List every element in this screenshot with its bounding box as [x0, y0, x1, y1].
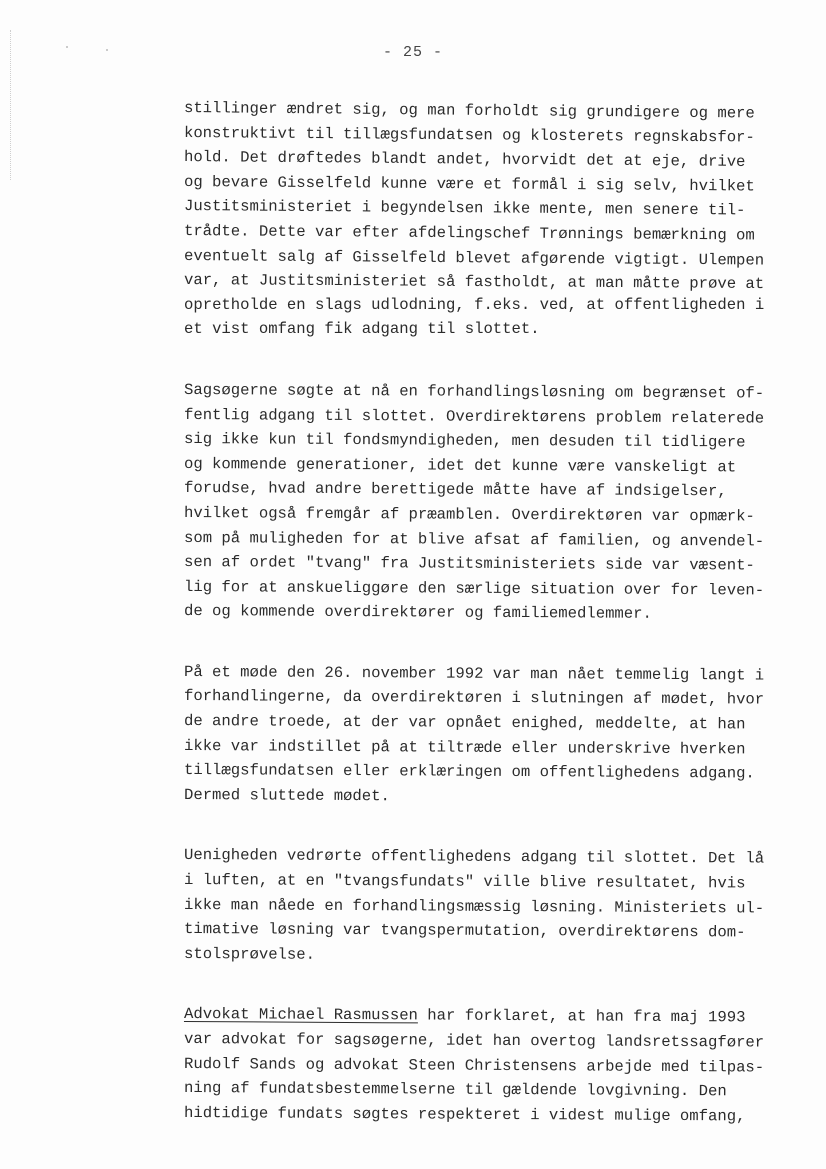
text-line: ikke man nåede en forhandlingsmæssig løsning. Ministeriets ul-	[183, 895, 765, 918]
text-line: eventuelt salg af Gisselfeld blevet afgørende vigtigt. Ulempen	[183, 246, 765, 270]
text-line: og bevare Gisselfeld kunne være et formål i sig selv, hvilket	[183, 172, 755, 196]
document-body	[184, 96, 824, 1161]
paragraph-1	[184, 96, 824, 342]
text-line: de og kommende overdirektører og familiemedlemmer.	[183, 602, 652, 624]
text-line: sen af ordet "tvang" fra Justitsministeriets side var væsent-	[183, 553, 755, 575]
text-line: trådte. Dette var efter afdelingschef Trønnings bemærkning om	[183, 221, 755, 245]
text-line: lig for at anskueliggøre den særlige situation over for leven-	[183, 577, 765, 600]
paragraph-4	[184, 843, 824, 966]
text-line: var, at Justitsministeriet så fastholdt, at man måtte prøve at	[183, 271, 765, 294]
text-line: forudse, hvad andre berettigede måtte have af indsigelser,	[183, 479, 727, 501]
paragraph-3	[184, 660, 824, 808]
text-line: hold. Det drøftedes blandt andet, hvorvidt det at eje, drive	[183, 148, 746, 172]
text-line: tillægsfundatsen eller erklæringen om offentlighedens adgang.	[183, 761, 755, 783]
text-line: Justitsministeriet i begyndelsen ikke mente, men senere til-	[183, 197, 746, 220]
text-line: På et møde den 26. november 1992 var man nået temmelig langt i	[183, 662, 765, 685]
text-line: i luften, at en "tvangsfundats" ville blive resultatet, hvis	[183, 871, 746, 893]
text-line: Sagsøgerne søgte at nå en forhandlingsløsning om begrænset of-	[183, 380, 765, 403]
text-fragment: har forklaret, at han fra maj 1993	[417, 1006, 746, 1027]
page-number: - 25 -	[382, 44, 443, 61]
text-line: forhandlingerne, da overdirektøren i slutningen af mødet, hvor	[183, 687, 765, 710]
text-line: var advokat for sagsøgerne, idet han overtog landsretssagfører	[183, 1030, 765, 1052]
text-line: hvilket også fremgår af præamblen. Overdirektøren var opmærk-	[183, 503, 755, 526]
text-line: og kommende generationer, idet det kunne være vanskeligt at	[183, 454, 737, 477]
text-line: Rudolf Sands og advokat Steen Christensens arbejde med tilpas-	[183, 1054, 765, 1077]
text-line: stillinger ændret sig, og man forholdt sig grundigere og mere	[183, 99, 755, 123]
paragraph-5	[184, 1002, 824, 1125]
text-line: timative løsning var tvangspermutation, overdirektørens dom-	[183, 920, 746, 942]
text-line: fentlig adgang til slottet. Overdirektørens problem relaterede	[183, 405, 765, 428]
text-line: ning af fundatsbestemmelserne til gældende lovgivning. Den	[183, 1079, 727, 1101]
text-line: de andre troede, at der var opnået enighed, meddelte, at han	[183, 712, 746, 734]
witness-name: Advokat Michael Rasmussen	[183, 1005, 419, 1025]
text-line: hidtidige fundats søgtes respekteret i videst mulige omfang,	[183, 1103, 746, 1126]
text-line: stolsprøvelse.	[183, 944, 316, 964]
text-line: et vist omfang fik adgang til slottet.	[184, 320, 540, 339]
text-line: opretholde en slags udlodning, f.eks. ved, at offentligheden i	[184, 295, 765, 314]
paragraph-2	[184, 378, 824, 624]
text-line: ikke var indstillet på at tiltræde eller underskrive hverken	[183, 736, 746, 759]
text-line: konstruktivt til tillægsfundatsen og klosterets regnskabsfor-	[183, 123, 755, 147]
text-line: sig ikke kun til fondsmyndigheden, men desuden til tidligere	[183, 430, 746, 452]
text-line: Dermed sluttede mødet.	[183, 785, 390, 806]
text-line: som på muligheden for at blive afsat af familien, og anvendel-	[183, 528, 765, 551]
text-line: Uenigheden vedrørte offentlighedens adgang til slottet. Det lå	[183, 846, 765, 868]
